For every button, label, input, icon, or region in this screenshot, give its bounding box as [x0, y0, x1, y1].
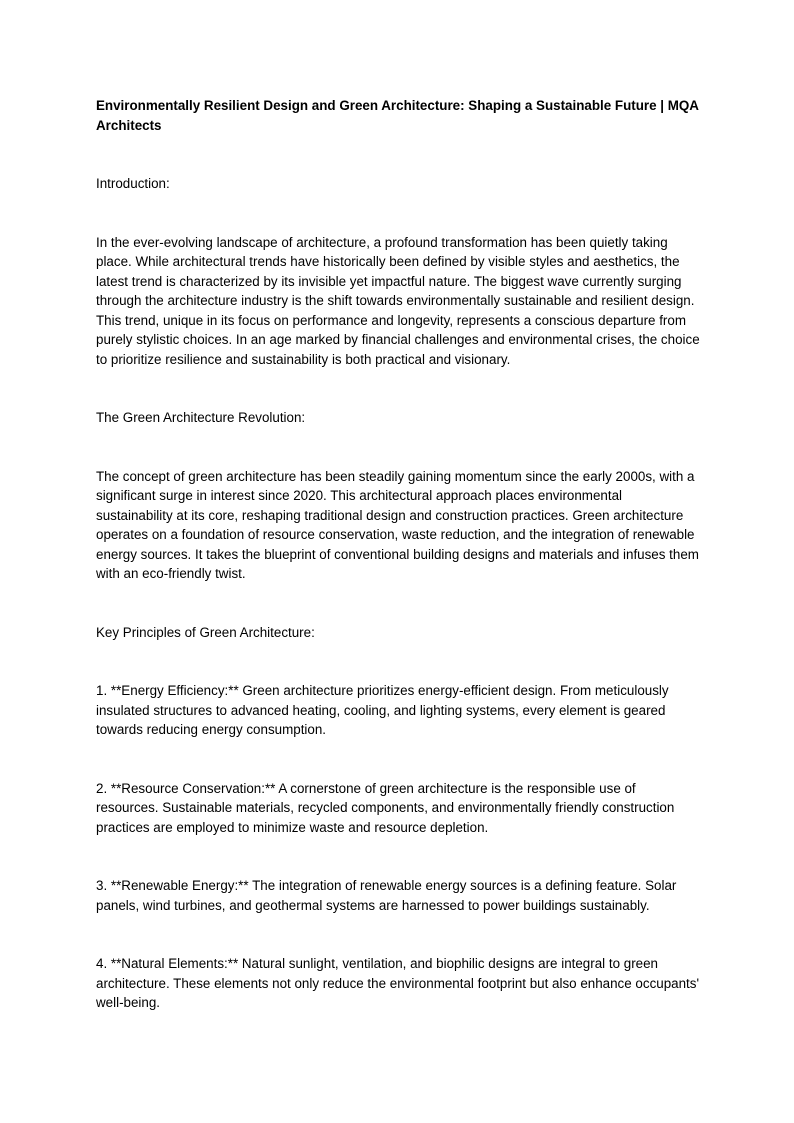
principle-item: 4. **Natural Elements:** Natural sunlight, ventilation, and biophilic designs are integral to green architecture. These elements not only reduce the environmental footprint but also enhance occupants' well-being.	[96, 956, 700, 1010]
document-page	[96, 96, 700, 1013]
document-title: Environmentally Resilient Design and Green Architecture: Shaping a Sustainable Future | MQA Architects	[96, 98, 699, 133]
intro-paragraph: In the ever-evolving landscape of architecture, a profound transformation has been quietly taking place. While architectural trends have historically been defined by visible styles and aesthetics, the latest trend is characterized by its invisible yet impactful nature. The biggest wave currently surging through the architecture industry is the shift towards environmentally sustainable and resilient design. This trend, unique in its focus on performance and longevity, represents a conscious departure from purely stylistic choices. In an age marked by financial challenges and environmental crises, the choice to prioritize resilience and sustainability is both practical and visionary.	[96, 234, 700, 367]
revolution-heading: The Green Architecture Revolution:	[96, 410, 306, 425]
intro-heading: Introduction:	[96, 176, 170, 191]
principles-heading: Key Principles of Green Architecture:	[96, 624, 315, 640]
principle-item: 3. **Renewable Energy:** The integration of renewable energy sources is a defining feature. Solar panels, wind turbines, and geothermal systems are harnessed to power buildings sustainably.	[96, 878, 677, 913]
principle-item: 2. **Resource Conservation:** A cornerstone of green architecture is the responsible use of resources. Sustainable materials, recycled components, and environmentally friendly construction practices are employed to minimize waste and resource depletion.	[96, 780, 675, 835]
revolution-paragraph: The concept of green architecture has been steadily gaining momentum since the early 2000s, with a significant surge in interest since 2020. This architectural approach places environmental sustainability at its core, reshaping traditional design and construction practices. Green architecture operates on a foundation of resource conservation, waste reduction, and the integration of renewable energy sources. It takes the blueprint of conventional building designs and materials and infuses them with an eco-friendly twist.	[96, 468, 699, 581]
principle-item: 1. **Energy Efficiency:** Green architecture prioritizes energy-efficient design. From meticulously insulated structures to advanced heating, cooling, and lighting systems, every element is geared towards reducing energy consumption.	[96, 683, 669, 737]
